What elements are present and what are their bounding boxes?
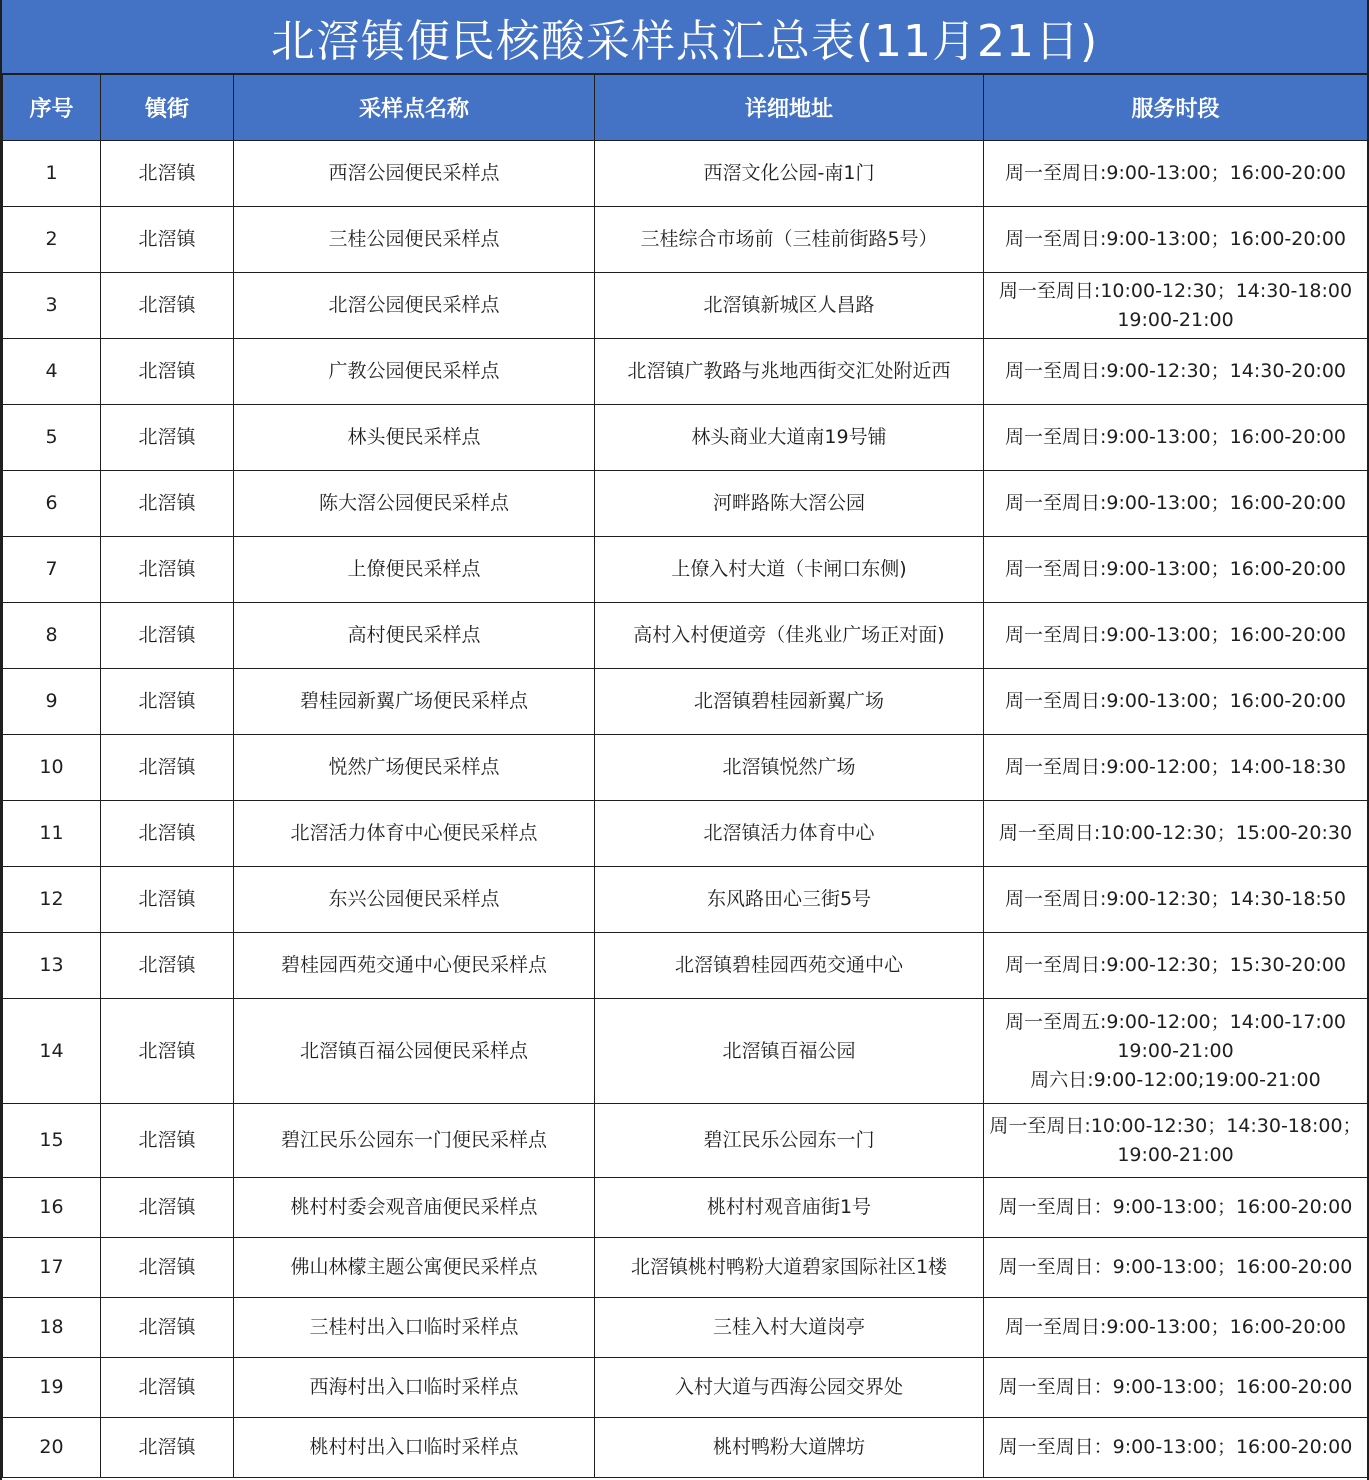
cell-service-hours bbox=[984, 669, 1368, 735]
table-row bbox=[3, 603, 1368, 669]
cell-address: 桃村鸭粉大道牌坊 bbox=[595, 1418, 984, 1478]
cell-site-name: 上僚便民采样点 bbox=[234, 537, 595, 603]
table-row bbox=[3, 867, 1368, 933]
cell-town: 北滘镇 bbox=[101, 141, 234, 207]
service-hours-line: 周一至周日:9:00-12:00；14:00-18:30 bbox=[1004, 756, 1347, 778]
sampling-sites-table bbox=[2, 74, 1368, 1478]
cell-site-name: 北滘公园便民采样点 bbox=[234, 273, 595, 339]
cell-service-hours bbox=[984, 1178, 1368, 1238]
cell-site-name: 佛山林檬主题公寓便民采样点 bbox=[234, 1238, 595, 1298]
service-hours-line: 周一至周日：9:00-13:00；16:00-20:00 bbox=[998, 1256, 1353, 1278]
table-row bbox=[3, 339, 1368, 405]
cell-index: 13 bbox=[3, 933, 101, 999]
service-hours-line: 周一至周日:9:00-12:30；14:30-20:00 bbox=[1004, 360, 1347, 382]
table-row bbox=[3, 1358, 1368, 1418]
cell-service-hours bbox=[984, 1418, 1368, 1478]
cell-address: 河畔路陈大滘公园 bbox=[595, 471, 984, 537]
table-body bbox=[3, 141, 1368, 1478]
cell-address: 上僚入村大道（卡闸口东侧) bbox=[595, 537, 984, 603]
cell-index: 4 bbox=[3, 339, 101, 405]
cell-site-name: 三桂公园便民采样点 bbox=[234, 207, 595, 273]
cell-service-hours bbox=[984, 867, 1368, 933]
cell-town: 北滘镇 bbox=[101, 1104, 234, 1178]
cell-town: 北滘镇 bbox=[101, 1358, 234, 1418]
table-header-row bbox=[3, 75, 1368, 141]
cell-service-hours bbox=[984, 603, 1368, 669]
column-header-index: 序号 bbox=[3, 75, 101, 141]
table-row bbox=[3, 273, 1368, 339]
cell-town: 北滘镇 bbox=[101, 1178, 234, 1238]
cell-index: 11 bbox=[3, 801, 101, 867]
cell-town: 北滘镇 bbox=[101, 867, 234, 933]
cell-site-name: 林头便民采样点 bbox=[234, 405, 595, 471]
cell-address: 入村大道与西海公园交界处 bbox=[595, 1358, 984, 1418]
cell-site-name: 西海村出入口临时采样点 bbox=[234, 1358, 595, 1418]
cell-service-hours bbox=[984, 1104, 1368, 1178]
cell-index: 18 bbox=[3, 1298, 101, 1358]
cell-service-hours bbox=[984, 339, 1368, 405]
cell-index: 8 bbox=[3, 603, 101, 669]
service-hours-line: 19:00-21:00 bbox=[1117, 1143, 1234, 1166]
table-row bbox=[3, 471, 1368, 537]
cell-town: 北滘镇 bbox=[101, 999, 234, 1104]
cell-town: 北滘镇 bbox=[101, 471, 234, 537]
cell-site-name: 桃村村出入口临时采样点 bbox=[234, 1418, 595, 1478]
cell-address: 北滘镇活力体育中心 bbox=[595, 801, 984, 867]
table-row bbox=[3, 801, 1368, 867]
column-header-site-name: 采样点名称 bbox=[234, 75, 595, 141]
service-hours-line: 周一至周日：9:00-13:00；16:00-20:00 bbox=[998, 1376, 1353, 1398]
table-row bbox=[3, 405, 1368, 471]
cell-address: 北滘镇百福公园 bbox=[595, 999, 984, 1104]
cell-service-hours bbox=[984, 735, 1368, 801]
cell-service-hours bbox=[984, 141, 1368, 207]
cell-index: 14 bbox=[3, 999, 101, 1104]
cell-service-hours bbox=[984, 933, 1368, 999]
table-row bbox=[3, 141, 1368, 207]
cell-address: 三桂综合市场前（三桂前街路5号） bbox=[595, 207, 984, 273]
cell-index: 15 bbox=[3, 1104, 101, 1178]
cell-site-name: 陈大滘公园便民采样点 bbox=[234, 471, 595, 537]
service-hours-line: 19:00-21:00 bbox=[1117, 308, 1234, 331]
cell-town: 北滘镇 bbox=[101, 273, 234, 339]
document-title: 北滘镇便民核酸采样点汇总表(11月21日) bbox=[2, 0, 1367, 74]
service-hours-line: 周一至周日：9:00-13:00；16:00-20:00 bbox=[998, 1196, 1353, 1218]
cell-town: 北滘镇 bbox=[101, 537, 234, 603]
cell-service-hours bbox=[984, 537, 1368, 603]
service-hours-line: 19:00-21:00 bbox=[1117, 1039, 1234, 1062]
cell-address: 北滘镇新城区人昌路 bbox=[595, 273, 984, 339]
cell-town: 北滘镇 bbox=[101, 603, 234, 669]
table-row bbox=[3, 735, 1368, 801]
cell-service-hours bbox=[984, 471, 1368, 537]
cell-index: 19 bbox=[3, 1358, 101, 1418]
column-header-town: 镇街 bbox=[101, 75, 234, 141]
service-hours-line: 周一至周日:9:00-13:00；16:00-20:00 bbox=[1004, 624, 1347, 646]
cell-service-hours bbox=[984, 1358, 1368, 1418]
cell-site-name: 东兴公园便民采样点 bbox=[234, 867, 595, 933]
cell-service-hours bbox=[984, 1298, 1368, 1358]
cell-index: 16 bbox=[3, 1178, 101, 1238]
cell-town: 北滘镇 bbox=[101, 933, 234, 999]
service-hours-line: 周一至周日:9:00-13:00；16:00-20:00 bbox=[1004, 558, 1347, 580]
cell-site-name: 广教公园便民采样点 bbox=[234, 339, 595, 405]
cell-town: 北滘镇 bbox=[101, 405, 234, 471]
cell-town: 北滘镇 bbox=[101, 339, 234, 405]
cell-service-hours bbox=[984, 801, 1368, 867]
table-row bbox=[3, 1418, 1368, 1478]
table-row bbox=[3, 1178, 1368, 1238]
table-row bbox=[3, 1238, 1368, 1298]
cell-site-name: 高村便民采样点 bbox=[234, 603, 595, 669]
service-hours-line: 周一至周日:9:00-13:00；16:00-20:00 bbox=[1004, 690, 1347, 712]
service-hours-line: 周一至周日:9:00-13:00；16:00-20:00 bbox=[1004, 492, 1347, 514]
service-hours-line: 周一至周日:9:00-13:00；16:00-20:00 bbox=[1004, 228, 1347, 250]
column-header-service-hours: 服务时段 bbox=[984, 75, 1368, 141]
cell-index: 12 bbox=[3, 867, 101, 933]
cell-address: 三桂入村大道岗亭 bbox=[595, 1298, 984, 1358]
cell-service-hours bbox=[984, 273, 1368, 339]
cell-address: 桃村村观音庙街1号 bbox=[595, 1178, 984, 1238]
service-hours-line: 周一至周日:10:00-12:30；15:00-20:30 bbox=[998, 822, 1353, 844]
service-hours-line: 周一至周日:10:00-12:30；14:30-18:00 bbox=[998, 279, 1353, 302]
cell-service-hours bbox=[984, 207, 1368, 273]
cell-address: 北滘镇悦然广场 bbox=[595, 735, 984, 801]
cell-town: 北滘镇 bbox=[101, 735, 234, 801]
cell-index: 5 bbox=[3, 405, 101, 471]
table-row bbox=[3, 999, 1368, 1104]
cell-site-name: 悦然广场便民采样点 bbox=[234, 735, 595, 801]
cell-address: 西滘文化公园-南1门 bbox=[595, 141, 984, 207]
service-hours-line: 周六日:9:00-12:00;19:00-21:00 bbox=[1030, 1068, 1321, 1091]
cell-address: 高村入村便道旁（佳兆业广场正对面) bbox=[595, 603, 984, 669]
cell-site-name: 碧江民乐公园东一门便民采样点 bbox=[234, 1104, 595, 1178]
cell-address: 北滘镇碧桂园西苑交通中心 bbox=[595, 933, 984, 999]
service-hours-line: 周一至周日:9:00-13:00；16:00-20:00 bbox=[1004, 162, 1347, 184]
cell-site-name: 三桂村出入口临时采样点 bbox=[234, 1298, 595, 1358]
table-row bbox=[3, 669, 1368, 735]
cell-address: 东风路田心三街5号 bbox=[595, 867, 984, 933]
cell-service-hours bbox=[984, 1238, 1368, 1298]
table-row bbox=[3, 933, 1368, 999]
cell-town: 北滘镇 bbox=[101, 207, 234, 273]
cell-service-hours bbox=[984, 999, 1368, 1104]
cell-town: 北滘镇 bbox=[101, 1418, 234, 1478]
table-row bbox=[3, 537, 1368, 603]
cell-site-name: 北滘活力体育中心便民采样点 bbox=[234, 801, 595, 867]
cell-site-name: 桃村村委会观音庙便民采样点 bbox=[234, 1178, 595, 1238]
cell-address: 北滘镇碧桂园新翼广场 bbox=[595, 669, 984, 735]
service-hours-line: 周一至周五:9:00-12:00；14:00-17:00 bbox=[1004, 1010, 1347, 1033]
table-row bbox=[3, 1298, 1368, 1358]
cell-index: 17 bbox=[3, 1238, 101, 1298]
cell-address: 林头商业大道南19号铺 bbox=[595, 405, 984, 471]
cell-address: 北滘镇桃村鸭粉大道碧家国际社区1楼 bbox=[595, 1238, 984, 1298]
cell-index: 1 bbox=[3, 141, 101, 207]
cell-site-name: 碧桂园西苑交通中心便民采样点 bbox=[234, 933, 595, 999]
cell-town: 北滘镇 bbox=[101, 1298, 234, 1358]
cell-service-hours bbox=[984, 405, 1368, 471]
table-row bbox=[3, 1104, 1368, 1178]
service-hours-line: 周一至周日：9:00-13:00；16:00-20:00 bbox=[998, 1436, 1353, 1458]
service-hours-line: 周一至周日:9:00-12:30；15:30-20:00 bbox=[1004, 954, 1347, 976]
cell-site-name: 北滘镇百福公园便民采样点 bbox=[234, 999, 595, 1104]
cell-address: 碧江民乐公园东一门 bbox=[595, 1104, 984, 1178]
service-hours-line: 周一至周日:10:00-12:30；14:30-18:00； bbox=[989, 1114, 1362, 1137]
service-hours-line: 周一至周日:9:00-12:30；14:30-18:50 bbox=[1004, 888, 1347, 910]
column-header-address: 详细地址 bbox=[595, 75, 984, 141]
cell-site-name: 碧桂园新翼广场便民采样点 bbox=[234, 669, 595, 735]
cell-town: 北滘镇 bbox=[101, 1238, 234, 1298]
table-row bbox=[3, 207, 1368, 273]
cell-site-name: 西滘公园便民采样点 bbox=[234, 141, 595, 207]
cell-index: 20 bbox=[3, 1418, 101, 1478]
service-hours-line: 周一至周日:9:00-13:00；16:00-20:00 bbox=[1004, 1316, 1347, 1338]
cell-index: 10 bbox=[3, 735, 101, 801]
service-hours-line: 周一至周日:9:00-13:00；16:00-20:00 bbox=[1004, 426, 1347, 448]
cell-town: 北滘镇 bbox=[101, 669, 234, 735]
cell-index: 9 bbox=[3, 669, 101, 735]
cell-index: 6 bbox=[3, 471, 101, 537]
cell-address: 北滘镇广教路与兆地西街交汇处附近西 bbox=[595, 339, 984, 405]
cell-index: 2 bbox=[3, 207, 101, 273]
cell-town: 北滘镇 bbox=[101, 801, 234, 867]
cell-index: 3 bbox=[3, 273, 101, 339]
cell-index: 7 bbox=[3, 537, 101, 603]
